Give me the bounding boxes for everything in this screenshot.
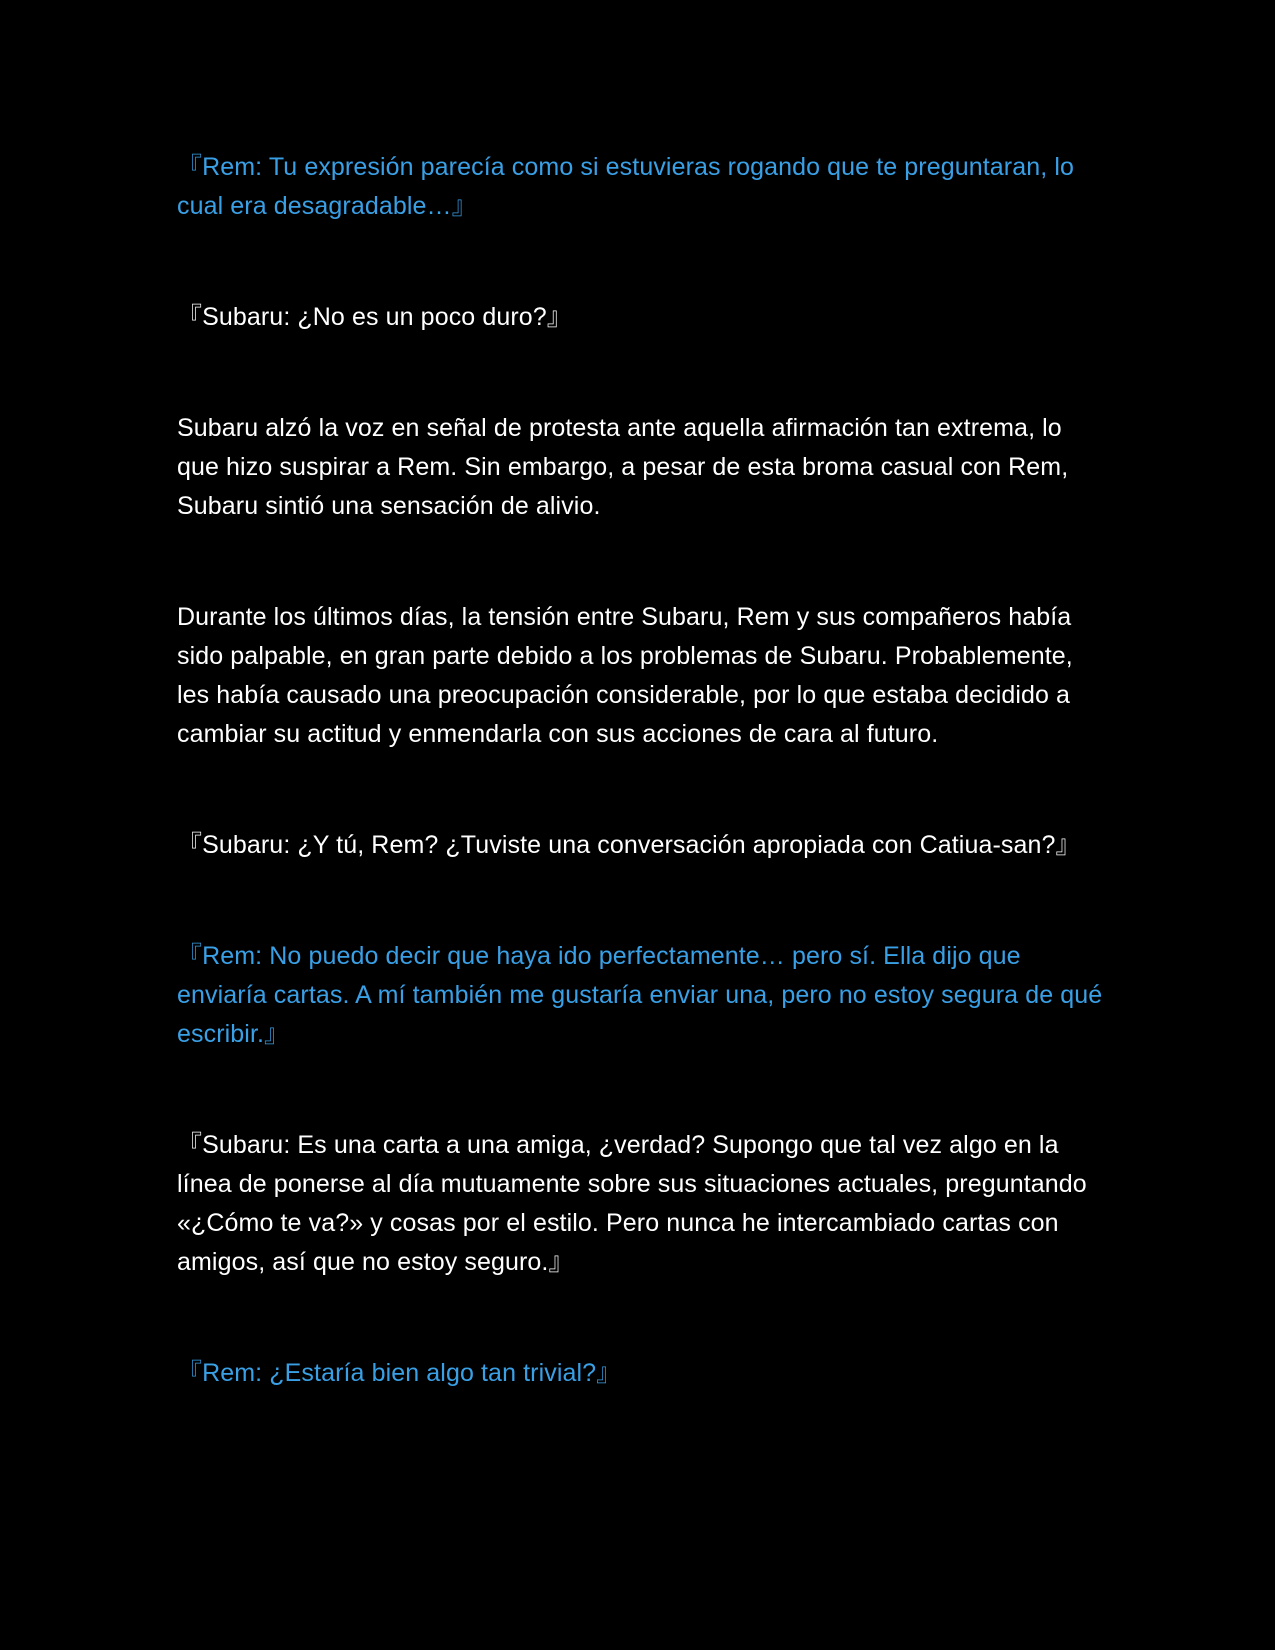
- dialogue-subaru: 『Subaru: Es una carta a una amiga, ¿verdad? Supongo que tal vez algo en la línea de ponerse al día mutuamente sobre sus situaciones actuales, preguntando «¿Cómo te va?» y cosas por el estilo. Pero nunca he intercambiado cartas con amigos, así que no estoy seguro.』: [177, 1131, 1087, 1276]
- narration-paragraph: Durante los últimos días, la tensión entre Subaru, Rem y sus compañeros había sido palpable, en gran parte debido a los problemas de Subaru. Probablemente, les había causado una preocupación considerable, por lo que estaba decidido a cambiar su actitud y enmendarla con sus acciones de cara al futuro.: [177, 603, 1073, 748]
- narration-paragraph: Subaru alzó la voz en señal de protesta ante aquella afirmación tan extrema, lo que hizo suspirar a Rem. Sin embargo, a pesar de esta broma casual con Rem, Subaru sintió una sensación de alivio.: [177, 414, 1069, 520]
- dialogue-rem: 『Rem: Tu expresión parecía como si estuvieras rogando que te preguntaran, lo cual era desagradable…』: [177, 153, 1074, 220]
- document-body: [177, 148, 1107, 1465]
- dialogue-rem: 『Rem: No puedo decir que haya ido perfectamente… pero sí. Ella dijo que enviaría cartas. A mí también me gustaría enviar una, pero no estoy segura de qué escribir.』: [177, 942, 1103, 1048]
- dialogue-subaru: 『Subaru: ¿Y tú, Rem? ¿Tuviste una conversación apropiada con Catiua-san?』: [177, 831, 1081, 859]
- dialogue-rem: 『Rem: ¿Estaría bien algo tan trivial?』: [177, 1359, 622, 1387]
- dialogue-subaru: 『Subaru: ¿No es un poco duro?』: [177, 303, 572, 331]
